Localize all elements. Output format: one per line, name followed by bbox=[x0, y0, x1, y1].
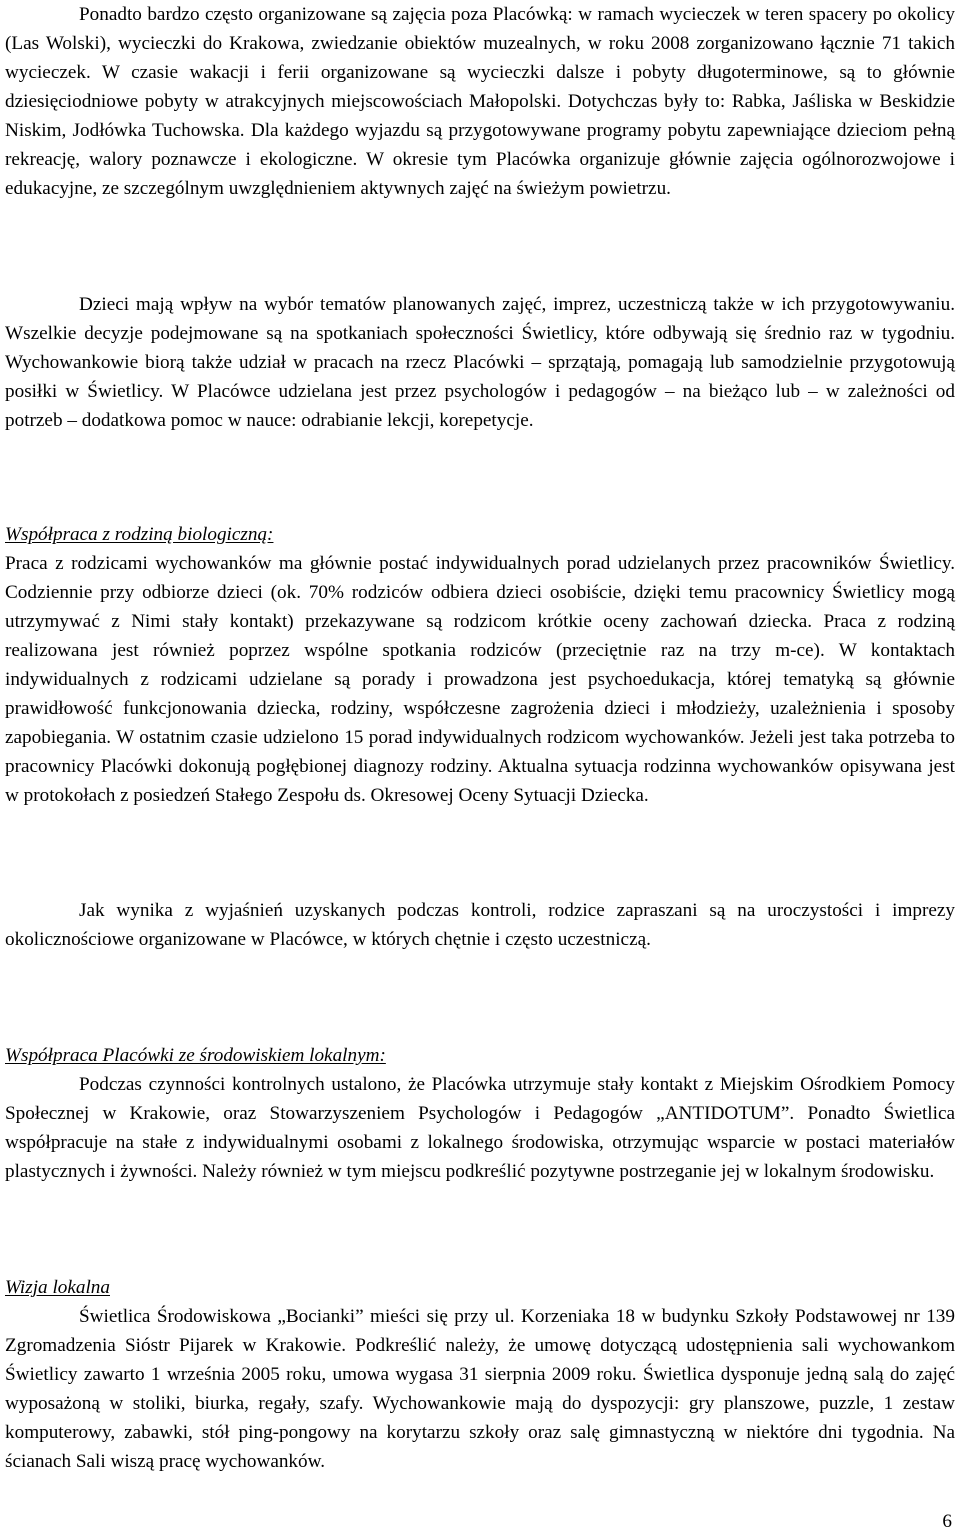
heading-local-cooperation: Współpraca Placówki ze środowiskiem lokalnym: bbox=[5, 1045, 386, 1066]
heading-family-cooperation: Współpraca z rodziną biologiczną: bbox=[5, 524, 274, 545]
paragraph-excursions: Ponadto bardzo często organizowane są zajęcia poza Placówką: w ramach wycieczek w teren spacery po okolicy (Las Wolski), wycieczki do Krakowa, zwiedzanie obiektów muzealnych, w roku 2008 zorganizowano łącznie 71 takich wycieczek. W czasie wakacji i ferii organizowane są wycieczki dalsze i pobyty długoterminowe, są to głównie dziesięciodniowe pobyty w atrakcyjnych miejscowościach Małopolski. Dotychczas były to: Rabka, Jaśliska w Beskidzie Niskim, Jodłówka Tuchowska. Dla każdego wyjazdu są przygotowywane programy pobytu zapewniające dzieciom pełną rekreację, walory poznawcze i ekologiczne. W okresie tym Placówka organizuje głównie zajęcia ogólnorozwojowe i edukacyjne, ze szczególnym uwzględnieniem aktywnych zajęć na świeżym powietrzu. bbox=[5, 4, 955, 199]
paragraph-children-participation: Dzieci mają wpływ na wybór tematów planowanych zajęć, imprez, uczestniczą także w ich przygotowywaniu. Wszelkie decyzje podejmowane są na spotkaniach społeczności Świetlicy, które odbywają się średnio raz w tygodniu. Wychowankowie biorą także udział w pracach na rzecz Placówki – sprzątają, pomagają lub samodzielnie przygotowują posiłki w Świetlicy. W Placówce udzielana jest przez psychologów i pedagogów – na bieżąco lub – w zależności od potrzeb – dodatkowa pomoc w nauce: odrabianie lekcji, korepetycje. bbox=[5, 294, 955, 431]
paragraph-parents-invited: Jak wynika z wyjaśnień uzyskanych podczas kontroli, rodzice zapraszani są na uroczystości i imprezy okolicznościowe organizowane w Placówce, w których chętnie i często uczestniczą. bbox=[5, 900, 955, 950]
page-number: 6 bbox=[942, 1511, 952, 1532]
paragraph-local-environment: Podczas czynności kontrolnych ustalono, że Placówka utrzymuje stały kontakt z Miejskim Ośrodkiem Pomocy Społecznej w Krakowie, oraz Stowarzyszeniem Psychologów i Pedagogów „ANTIDOTUM”. Ponadto Świetlica współpracuje na stałe z indywidualnymi osobami z lokalnego środowiska, otrzymując wsparcie w postaci materiałów plastycznych i żywności. Należy również w tym miejscu podkreślić pozytywne postrzeganie jej w lokalnym środowisku. bbox=[5, 1074, 955, 1182]
paragraph-family-work: Praca z rodzicami wychowanków ma głównie postać indywidualnych porad udzielanych przez pracowników Świetlicy. Codziennie przy odbiorze dzieci (ok. 70% rodziców odbiera dzieci osobiście, dzięki temu pracownicy Świetlicy mogą utrzymywać z Nimi stały kontakt) przekazywane są rodzicom krótkie oceny zachowań dziecka. Praca z rodziną realizowana jest również poprzez wspólne spotkania rodziców (przeciętnie raz na trzy m-ce). W kontaktach indywidualnych z rodzicami udzielane są porady i prowadzona jest psychoedukacja, której tematyką są głównie prawidłowość funkcjonowania dziecka, rodziny, współczesne zagrożenia dzieci i młodzieży, uzależnienia i sposoby zapobiegania. W ostatnim czasie udzielono 15 porad indywidualnych rodzicom wychowanków. Jeżeli jest taka potrzeba to pracownicy Placówki dokonują pogłębionej diagnozy rodziny. Aktualna sytuacja rodzinna wychowanków opisywana jest w protokołach z posiedzeń Stałego Zespołu ds. Okresowej Oceny Sytuacji Dziecka. bbox=[5, 553, 955, 806]
paragraph-site-description: Świetlica Środowiskowa „Bocianki” mieści się przy ul. Korzeniaka 18 w budynku Szkoły Podstawowej nr 139 Zgromadzenia Sióstr Pijarek w Krakowie. Podkreślić należy, że umowę dotyczącą udostępnienia sali wychowankom Świetlicy zawarto 1 września 2005 roku, umowa wygasa 31 sierpnia 2009 roku. Świetlica dysponuje jedną salą do zajęć wyposażoną w stoliki, biurka, regały, szafy. Wychowankowie mają do dyspozycji: gry planszowe, puzzle, 1 zestaw komputerowy, zabawki, stół ping-pongowy na korytarzu szkoły oraz salę gimnastyczną w niektóre dni tygodnia. Na ścianach Sali wiszą pracę wychowanków. bbox=[5, 1306, 955, 1472]
heading-site-inspection: Wizja lokalna bbox=[5, 1277, 110, 1298]
